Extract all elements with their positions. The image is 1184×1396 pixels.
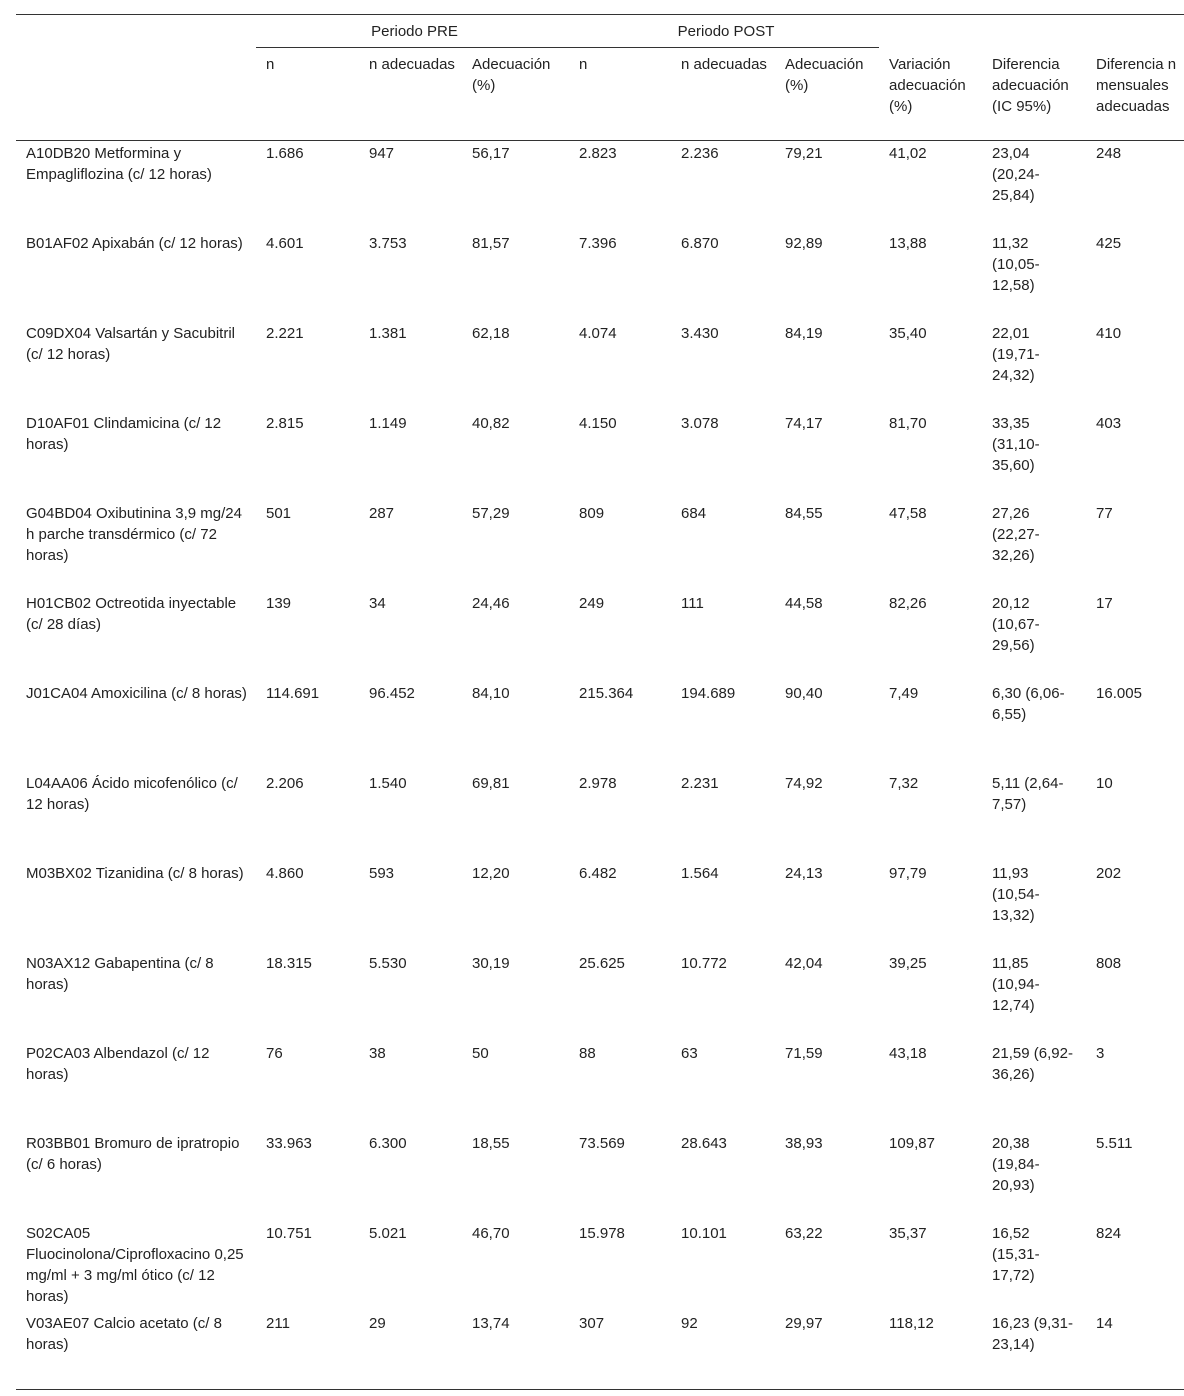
- value-cell: 23,04 (20,24-25,84): [992, 145, 1040, 204]
- value-cell: 82,26: [889, 595, 927, 612]
- table-row: [16, 1311, 1184, 1390]
- value-cell: 88: [579, 1045, 596, 1062]
- drug-cell: M03BX02 Tizanidina (c/ 8 horas): [26, 865, 244, 882]
- value-cell: 42,04: [785, 955, 823, 972]
- drug-cell: P02CA03 Albendazol (c/ 12 horas): [26, 1045, 210, 1083]
- value-cell: 6.482: [579, 865, 617, 882]
- value-cell: 3.430: [681, 325, 719, 342]
- table-row: [16, 1131, 1184, 1221]
- value-cell: 2.206: [266, 775, 304, 792]
- value-cell: 44,58: [785, 595, 823, 612]
- value-cell: 20,12 (10,67-29,56): [992, 595, 1040, 654]
- drug-cell: J01CA04 Amoxicilina (c/ 8 horas): [26, 685, 247, 702]
- corner-cell: [16, 15, 256, 48]
- value-cell: 287: [369, 505, 395, 522]
- value-cell: 10: [1096, 775, 1113, 792]
- value-cell: 18,55: [472, 1135, 510, 1152]
- drug-cell: A10DB20 Metformina y Empagliflozina (c/ 12 horas): [26, 145, 212, 183]
- drug-cell: G04BD04 Oxibutinina 3,9 mg/24 h parche transdérmico (c/ 72 horas): [26, 505, 242, 564]
- value-cell: 29: [359, 1311, 462, 1390]
- table-row: [16, 1041, 1184, 1131]
- value-cell: 2.815: [266, 415, 304, 432]
- value-cell: 118,12: [879, 1311, 982, 1390]
- value-cell: 1.149: [369, 415, 407, 432]
- group-header-post: Periodo POST: [569, 15, 879, 48]
- table-row: [16, 951, 1184, 1041]
- column-header: Adecuación (%): [462, 48, 569, 141]
- value-cell: 30,19: [472, 955, 510, 972]
- value-cell: 2.231: [681, 775, 719, 792]
- value-cell: 21,59 (6,92-36,26): [992, 1045, 1073, 1083]
- value-cell: 3.753: [369, 235, 407, 252]
- value-cell: 410: [1096, 325, 1122, 342]
- value-cell: 38,93: [785, 1135, 823, 1152]
- value-cell: 10.101: [681, 1225, 727, 1242]
- value-cell: 10.772: [681, 955, 727, 972]
- column-header: Diferencia adecuación (IC 95%): [982, 48, 1086, 141]
- group-header-empty: [879, 15, 1184, 48]
- drug-cell: R03BB01 Bromuro de ipratropio (c/ 6 horas): [26, 1135, 240, 1173]
- value-cell: 5.530: [369, 955, 407, 972]
- value-cell: 1.540: [369, 775, 407, 792]
- value-cell: 39,25: [889, 955, 927, 972]
- value-cell: 824: [1096, 1225, 1122, 1242]
- table-row: [16, 861, 1184, 951]
- value-cell: 593: [369, 865, 395, 882]
- value-cell: 35,40: [889, 325, 927, 342]
- drug-cell: V03AE07 Calcio acetato (c/ 8 horas): [16, 1311, 256, 1390]
- value-cell: 11,32 (10,05-12,58): [992, 235, 1040, 294]
- table-row: [16, 501, 1184, 591]
- value-cell: 1.381: [369, 325, 407, 342]
- value-cell: 947: [369, 145, 395, 162]
- column-header: Variación adecuación (%): [879, 48, 982, 141]
- value-cell: 74,92: [785, 775, 823, 792]
- value-cell: 92,89: [785, 235, 823, 252]
- value-cell: 111: [681, 595, 704, 612]
- value-cell: 76: [266, 1045, 283, 1062]
- value-cell: 12,20: [472, 865, 510, 882]
- column-header: Diferencia n mensuales adecuadas: [1086, 48, 1184, 141]
- value-cell: 194.689: [681, 685, 736, 702]
- value-cell: 403: [1096, 415, 1122, 432]
- value-cell: 73.569: [579, 1135, 625, 1152]
- value-cell: 13,88: [889, 235, 927, 252]
- value-cell: 56,17: [472, 145, 510, 162]
- value-cell: 62,18: [472, 325, 510, 342]
- value-cell: 4.074: [579, 325, 617, 342]
- column-header: Adecuación (%): [775, 48, 879, 141]
- value-cell: 5.511: [1096, 1135, 1133, 1152]
- value-cell: 24,46: [472, 595, 510, 612]
- drug-cell: N03AX12 Gabapentina (c/ 8 horas): [26, 955, 214, 993]
- value-cell: 69,81: [472, 775, 510, 792]
- column-header: n adecuadas: [359, 48, 462, 141]
- value-cell: 16,52 (15,31-17,72): [992, 1225, 1040, 1284]
- value-cell: 96.452: [369, 685, 415, 702]
- value-cell: 11,85 (10,94-12,74): [992, 955, 1040, 1014]
- value-cell: 46,70: [472, 1225, 510, 1242]
- table-row: [16, 591, 1184, 681]
- column-header: n adecuadas: [671, 48, 775, 141]
- value-cell: 1.564: [681, 865, 719, 882]
- value-cell: 809: [579, 505, 605, 522]
- value-cell: 38: [369, 1045, 386, 1062]
- value-cell: 25.625: [579, 955, 625, 972]
- drug-cell: L04AA06 Ácido micofenólico (c/ 12 horas): [26, 775, 238, 813]
- value-cell: 2.221: [266, 325, 304, 342]
- value-cell: 84,19: [785, 325, 823, 342]
- group-header-pre: Periodo PRE: [256, 15, 569, 48]
- value-cell: 40,82: [472, 415, 510, 432]
- value-cell: 84,10: [472, 685, 510, 702]
- value-cell: 92: [671, 1311, 775, 1390]
- value-cell: 1.686: [266, 145, 304, 162]
- value-cell: 84,55: [785, 505, 823, 522]
- value-cell: 10.751: [266, 1225, 312, 1242]
- value-cell: 139: [266, 595, 292, 612]
- value-cell: 81,57: [472, 235, 510, 252]
- value-cell: 6.870: [681, 235, 719, 252]
- table-row: [16, 771, 1184, 861]
- value-cell: 202: [1096, 865, 1122, 882]
- value-cell: 24,13: [785, 865, 823, 882]
- value-cell: 29,97: [775, 1311, 879, 1390]
- value-cell: 3: [1096, 1045, 1105, 1062]
- value-cell: 33.963: [266, 1135, 312, 1152]
- table-row: [16, 411, 1184, 501]
- value-cell: 501: [266, 505, 292, 522]
- value-cell: 2.978: [579, 775, 617, 792]
- value-cell: 18.315: [266, 955, 312, 972]
- adequacy-table: [16, 14, 1184, 1390]
- value-cell: 4.860: [266, 865, 304, 882]
- table-row: [16, 141, 1184, 232]
- value-cell: 41,02: [889, 145, 927, 162]
- value-cell: 248: [1096, 145, 1122, 162]
- value-cell: 71,59: [785, 1045, 823, 1062]
- value-cell: 7,32: [889, 775, 919, 792]
- value-cell: 307: [569, 1311, 671, 1390]
- value-cell: 74,17: [785, 415, 823, 432]
- value-cell: 63: [681, 1045, 698, 1062]
- table-row: [16, 1221, 1184, 1311]
- value-cell: 77: [1096, 505, 1113, 522]
- value-cell: 808: [1096, 955, 1122, 972]
- value-cell: 2.236: [681, 145, 719, 162]
- table-row: [16, 231, 1184, 321]
- value-cell: 90,40: [785, 685, 823, 702]
- value-cell: 6,30 (6,06-6,55): [992, 685, 1065, 723]
- value-cell: 63,22: [785, 1225, 823, 1242]
- column-header: n: [256, 48, 359, 141]
- value-cell: 57,29: [472, 505, 510, 522]
- value-cell: 14: [1086, 1311, 1184, 1390]
- drug-cell: C09DX04 Valsartán y Sacubitril (c/ 12 horas): [26, 325, 235, 363]
- drug-column-header: [16, 48, 256, 141]
- value-cell: 4.601: [266, 235, 304, 252]
- value-cell: 13,74: [462, 1311, 569, 1390]
- drug-cell: B01AF02 Apixabán (c/ 12 horas): [26, 235, 243, 252]
- value-cell: 79,21: [785, 145, 823, 162]
- value-cell: 211: [256, 1311, 359, 1390]
- value-cell: 43,18: [889, 1045, 927, 1062]
- value-cell: 3.078: [681, 415, 719, 432]
- value-cell: 33,35 (31,10-35,60): [992, 415, 1040, 474]
- value-cell: 35,37: [889, 1225, 927, 1242]
- drug-cell: D10AF01 Clindamicina (c/ 12 horas): [26, 415, 222, 453]
- value-cell: 425: [1096, 235, 1122, 252]
- value-cell: 20,38 (19,84-20,93): [992, 1135, 1040, 1194]
- value-cell: 27,26 (22,27-32,26): [992, 505, 1040, 564]
- value-cell: 5,11 (2,64-7,57): [992, 775, 1064, 813]
- value-cell: 684: [681, 505, 707, 522]
- drug-cell: H01CB02 Octreotida inyectable (c/ 28 días): [26, 595, 237, 633]
- value-cell: 81,70: [889, 415, 927, 432]
- value-cell: 5.021: [369, 1225, 407, 1242]
- value-cell: 7,49: [889, 685, 919, 702]
- value-cell: 4.150: [579, 415, 617, 432]
- table-container: [16, 14, 1184, 1390]
- value-cell: 16,23 (9,31-23,14): [982, 1311, 1086, 1390]
- value-cell: 97,79: [889, 865, 927, 882]
- value-cell: 47,58: [889, 505, 927, 522]
- table-row: [16, 681, 1184, 771]
- column-header: n: [569, 48, 671, 141]
- value-cell: 22,01 (19,71-24,32): [992, 325, 1040, 384]
- value-cell: 249: [579, 595, 605, 612]
- value-cell: 28.643: [681, 1135, 727, 1152]
- drug-cell: S02CA05 Fluocinolona/Ciprofloxacino 0,25 mg/ml + 3 mg/ml ótico (c/ 12 horas): [26, 1225, 244, 1305]
- value-cell: 114.691: [266, 685, 320, 702]
- value-cell: 50: [472, 1045, 489, 1062]
- table-row: [16, 321, 1184, 411]
- value-cell: 215.364: [579, 685, 634, 702]
- value-cell: 2.823: [579, 145, 617, 162]
- value-cell: 15.978: [579, 1225, 625, 1242]
- value-cell: 16.005: [1096, 685, 1142, 702]
- value-cell: 7.396: [579, 235, 617, 252]
- value-cell: 34: [369, 595, 386, 612]
- value-cell: 6.300: [369, 1135, 407, 1152]
- value-cell: 17: [1096, 595, 1113, 612]
- value-cell: 11,93 (10,54-13,32): [992, 865, 1040, 924]
- value-cell: 109,87: [889, 1135, 935, 1152]
